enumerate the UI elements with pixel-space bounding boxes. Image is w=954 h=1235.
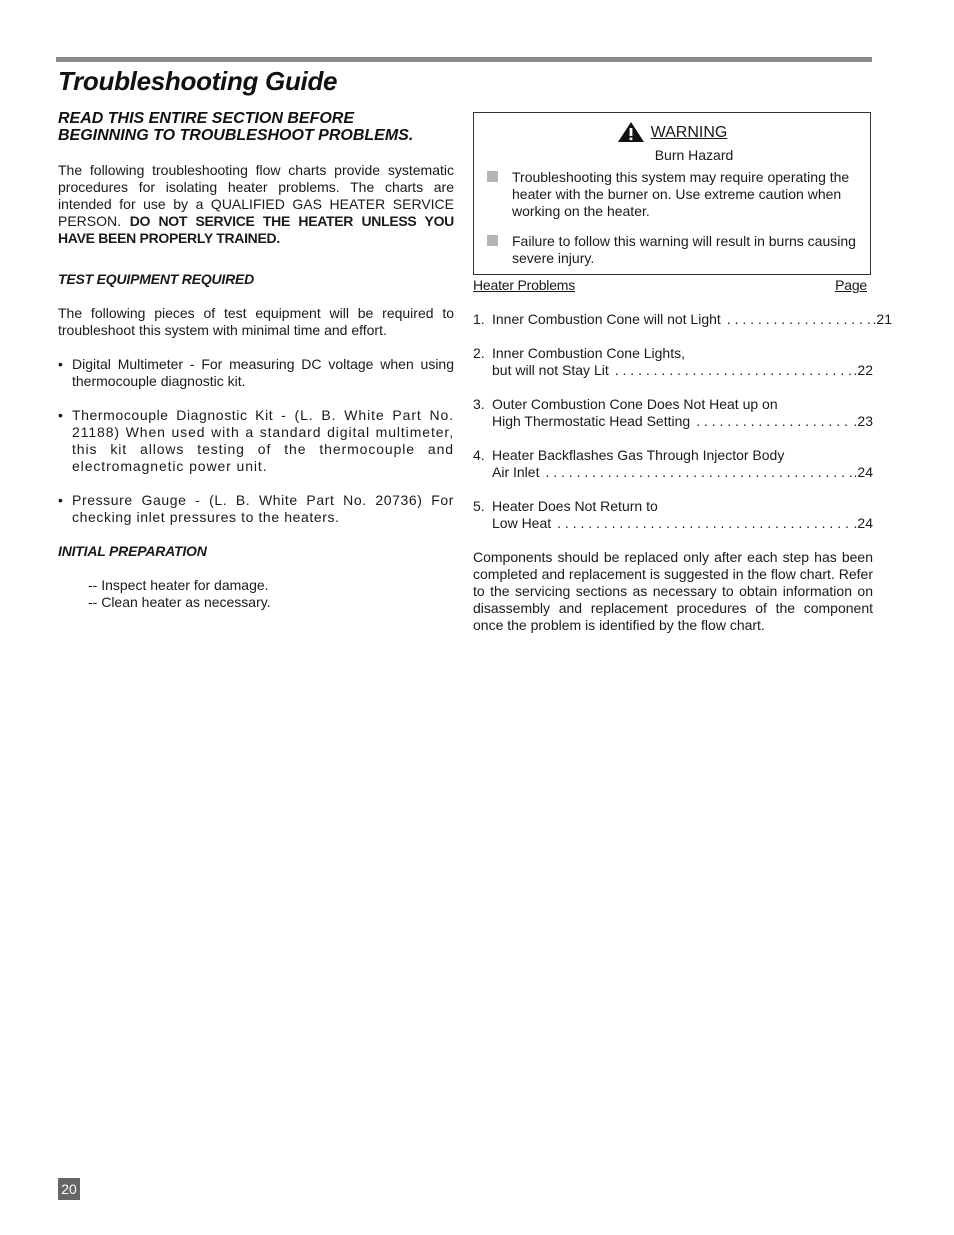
right-column <box>473 112 892 634</box>
warning-title-line <box>617 121 728 143</box>
initial-preparation-heading: INITIAL PREPARATION <box>58 543 207 559</box>
problem-number: 4. <box>473 447 485 463</box>
closing-paragraph: Components should be replaced only after each step has been completed and replacement is suggested in the flow chart. Refer to the servicing sections as necessary to obtain information on disassembly and replacement procedures of the component once the problem is identified by the flow chart. <box>473 549 873 633</box>
equipment-description: - (L. B. White Part No. 21188) When used with a standard digital multimeter, this kit allows testing of the thermocouple and electromagnetic power unit. <box>72 407 454 474</box>
problem-page: .22 <box>853 362 873 378</box>
warning-item <box>474 233 870 267</box>
problem-item <box>473 311 892 328</box>
problem-text-continued: Low Heat <box>492 515 552 531</box>
test-equipment-heading: TEST EQUIPMENT REQUIRED <box>58 271 255 287</box>
bullet: • <box>58 407 63 423</box>
problem-entry <box>492 464 873 481</box>
problem-text: Heater Does Not Return to <box>492 498 658 514</box>
dot-leader <box>557 515 851 532</box>
dot-leader <box>545 464 851 481</box>
intro-heading-line2: BEGINNING TO TROUBLESHOOT PROBLEMS. <box>58 127 414 144</box>
problem-page: .24 <box>853 515 873 531</box>
problems-header-page: Page <box>835 277 867 293</box>
problem-item <box>473 498 873 532</box>
intro-heading-line1: READ THIS ENTIRE SECTION BEFORE <box>58 110 355 127</box>
bullet: • <box>58 492 63 508</box>
problem-text: Inner Combustion Cone will not Light <box>492 311 721 327</box>
intro-paragraph-text: The following troubleshooting flow charts provide systematic procedures for isolating heater problems. The charts are intended for use by a QUALIFIED GAS HEATER SERVICE PERSON. <box>58 162 454 229</box>
warning-item-text: Troubleshooting this system may require operating the heater with the burner on. Use extreme caution when working on the heater. <box>512 169 850 219</box>
problem-number: 3. <box>473 396 485 412</box>
header-rule <box>56 57 872 62</box>
dot-leader <box>615 362 852 379</box>
problem-item <box>473 447 873 481</box>
problems-header-label: Heater Problems <box>473 277 576 293</box>
page-number: 20 <box>58 1178 80 1200</box>
problem-text: Inner Combustion Cone Lights, <box>492 345 685 361</box>
intro-paragraph-warning: DO NOT SERVICE THE HEATER UNLESS YOU HAVE BEEN PROPERLY TRAINED. <box>58 213 454 246</box>
problem-number: 5. <box>473 498 485 514</box>
problem-page: .23 <box>853 413 873 429</box>
equipment-name: Pressure Gauge <box>72 492 187 508</box>
warning-item-text: Failure to follow this warning will result in burns causing severe injury. <box>512 233 856 266</box>
equipment-item-pressure-gauge <box>58 492 454 526</box>
square-bullet-icon <box>487 171 498 182</box>
problem-text-continued: Air Inlet <box>492 464 540 480</box>
problem-number: 1. <box>473 311 485 327</box>
equipment-name: Thermocouple Diagnostic Kit <box>72 407 274 423</box>
warning-triangle-icon <box>617 121 645 143</box>
equipment-name: Digital Multimeter <box>72 356 184 372</box>
problem-page: .21 <box>872 311 892 327</box>
initial-preparation-list <box>58 577 454 611</box>
equipment-description: - For measuring DC voltage when using thermocouple diagnostic kit. <box>72 356 455 389</box>
problem-item <box>473 345 873 379</box>
problem-text-continued: but will not Stay Lit <box>492 362 609 378</box>
prep-step: -- Clean heater as necessary. <box>88 594 271 610</box>
problems-header <box>473 277 873 294</box>
equipment-description: - (L. B. White Part No. 20736) For checking inlet pressures to the heaters. <box>72 492 454 525</box>
problem-text-continued: High Thermostatic Head Setting <box>492 413 691 429</box>
problem-page: .24 <box>853 464 873 480</box>
problem-entry <box>492 515 873 532</box>
problem-item <box>473 396 873 430</box>
bullet: • <box>58 356 63 372</box>
intro-heading <box>58 110 454 144</box>
warning-box <box>473 112 871 275</box>
problem-text: Heater Backflashes Gas Through Injector Body <box>492 447 785 463</box>
warning-title: WARNING <box>650 123 728 141</box>
dot-leader <box>727 311 871 328</box>
warning-subtitle: Burn Hazard <box>654 147 734 163</box>
page-title: Troubleshooting Guide <box>58 66 338 96</box>
intro-paragraph <box>58 162 454 247</box>
equipment-item-thermocouple-kit <box>58 407 454 475</box>
test-equipment-intro: The following pieces of test equipment will be required to troubleshoot this system with minimal time and effort. <box>58 305 454 338</box>
problem-entry <box>492 413 873 430</box>
problem-entry <box>492 362 873 379</box>
warning-item <box>474 169 870 220</box>
problem-entry <box>492 311 892 328</box>
warning-header <box>474 121 870 147</box>
dot-leader <box>696 413 851 430</box>
equipment-item-digital-multimeter <box>58 356 454 390</box>
left-column <box>58 110 454 611</box>
problem-number: 2. <box>473 345 485 361</box>
prep-step: -- Inspect heater for damage. <box>88 577 269 593</box>
problem-text: Outer Combustion Cone Does Not Heat up on <box>492 396 778 412</box>
square-bullet-icon <box>487 235 498 246</box>
